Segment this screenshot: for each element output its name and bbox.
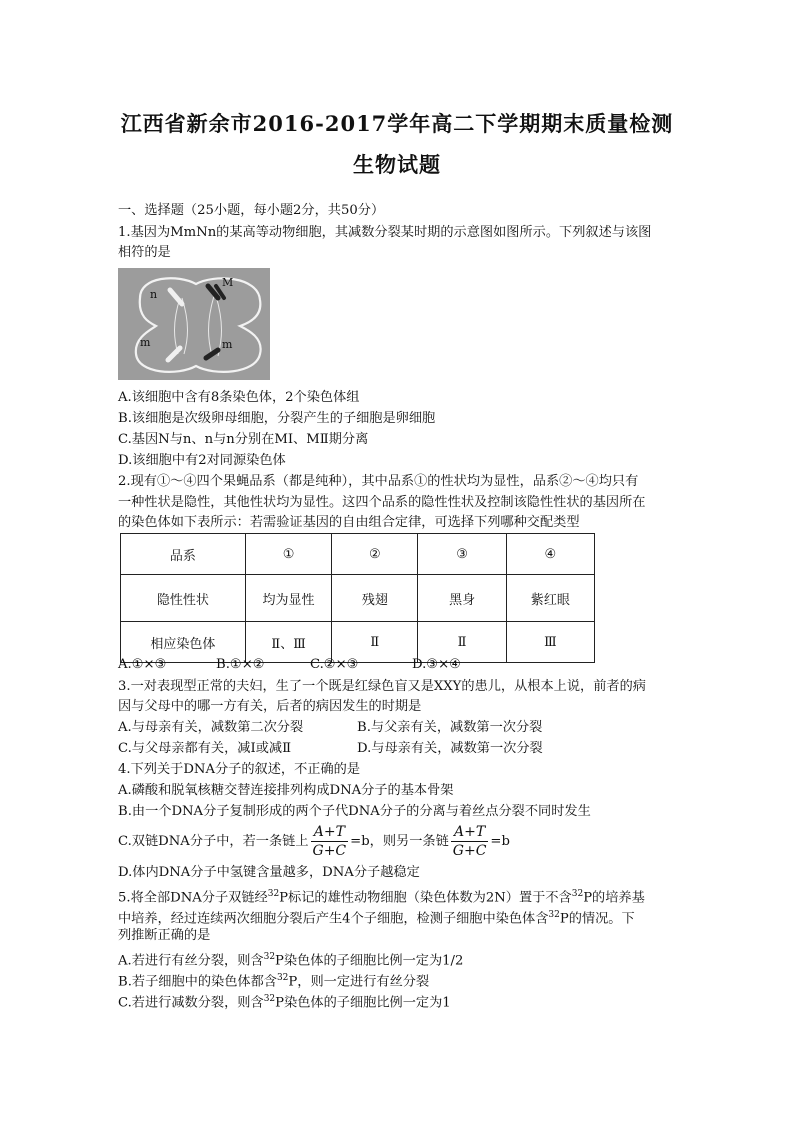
q5-text: P染色体的子细胞比例一定为1 [275,995,451,1011]
gene-label-M: M [222,276,234,289]
q1-stem-line-2: 相符的是 [118,245,171,260]
q5-text: P染色体的子细胞比例一定为1/2 [275,953,464,969]
q5-text: C.若进行减数分裂，则含 [118,995,264,1011]
fraction-denominator: G+C [312,843,347,859]
gene-label-n: n [150,288,158,301]
table-cell: 黑身 [418,575,506,622]
q4-option-c-text-1: C.双链DNA分子中，若一条链上 [118,834,309,849]
isotope-superscript: 32 [267,889,280,899]
q4-option-c-text-3: =b [490,834,510,849]
q4-option-d: D.体内DNA分子中氢键含量越多，DNA分子越稳定 [118,865,420,880]
table-cell: Ⅱ [418,622,506,663]
q1-stem-line-1: 1.基因为MmNn的某高等动物细胞，其减数分裂某时期的示意图如图所示。下列叙述与该图 [118,225,652,240]
table-cell: ④ [506,534,594,575]
q2-stem-line-1: 2.现有①～④四个果蝇品系（都是纯种），其中品系①的性状均为显性，品系②～④均只有 [118,474,639,489]
q3-option-d: D.与母亲有关，减数第一次分裂 [357,741,543,756]
q5-text: P标记的雄性动物细胞（染色体数为2N）置于不含 [279,890,572,906]
q5-text: P的情况。下 [559,911,635,927]
cell-division-figure [118,268,270,380]
isotope-superscript: 32 [571,889,584,899]
table-cell: ② [332,534,418,575]
table-row [121,534,595,575]
q3-stem-line-1: 3.一对表现型正常的夫妇，生了一个既是红绿色盲又是XXY的患儿，从根本上说，前者的病 [118,679,646,694]
table-row [121,575,595,622]
q1-option-d: D.该细胞中有2对同源染色体 [118,453,286,468]
q4-option-b: B.由一个DNA分子复制形成的两个子代DNA分子的分离与着丝点分裂不同时发生 [118,804,591,819]
q2-option-c: C.②×③ [310,657,359,672]
table-cell: 均为显性 [245,575,331,622]
q2-stem-line-3: 的染色体如下表所示：若需验证基因的自由组合定律，可选择下列哪种交配类型 [118,515,580,530]
gene-label-m-left: m [140,336,151,349]
q5-text: A.若进行有丝分裂，则含 [118,953,264,969]
page-title: 江西省新余市2016-2017学年高二下学期期末质量检测 [120,111,674,136]
table-cell: Ⅱ [332,622,418,663]
table-cell: 相应染色体 [121,622,246,663]
isotope-superscript: 32 [548,910,560,920]
fraction-at-over-gc [311,823,349,860]
q1-option-b: B.该细胞是次级卵母细胞，分裂产生的子细胞是卵细胞 [118,411,436,426]
q4-option-c-text-2: =b，则另一条链 [350,834,449,849]
q5-stem-line-3: 列推断正确的是 [118,928,211,943]
table-cell: 隐性性状 [121,575,246,622]
fraction-numerator: A+T [451,823,489,842]
fraction-denominator: G+C [452,843,487,859]
table-cell: 紫红眼 [506,575,594,622]
table-cell: 残翅 [332,575,418,622]
q2-stem-line-2: 一种性状是隐性，其他性状均为显性。这四个品系的隐性性状及控制该隐性性状的基因所在 [118,495,646,510]
q2-option-b: B.①×② [216,657,265,672]
q5-text: P，则一定进行有丝分裂 [288,974,430,990]
q2-option-a: A.①×③ [118,657,167,672]
table-cell: ① [245,534,331,575]
q3-option-c: C.与父母亲都有关，减Ⅰ或减Ⅱ [118,741,292,756]
q5-text: 中培养，经过连续两次细胞分裂后产生4个子细胞，检测子细胞中染色体含 [118,911,549,927]
isotope-superscript: 32 [263,952,276,962]
fraction-numerator: A+T [311,823,349,842]
q3-stem-line-2: 因与父母中的哪一方有关，后者的病因发生的时期是 [118,699,422,714]
table-cell: 品系 [121,534,246,575]
q4-stem: 4.下列关于DNA分子的叙述，不正确的是 [118,762,361,777]
gene-label-m-right: m [222,338,233,351]
q5-option-c [118,989,451,1013]
q2-option-d: D.③×④ [412,657,461,672]
q1-option-c: C.基因N与n、n与n分别在MⅠ、MⅡ期分离 [118,432,369,447]
fraction-at-over-gc-2 [451,823,489,860]
section-heading: 一、选择题（25小题，每小题2分，共50分） [118,203,385,218]
q3-option-b: B.与父亲有关，减数第一次分裂 [357,720,543,735]
isotope-superscript: 32 [276,973,289,983]
q5-text: 5.将全部DNA分子双链经 [118,890,268,906]
page-subtitle: 生物试题 [353,152,441,177]
table-cell: Ⅱ、Ⅲ [245,622,331,663]
q4-option-c [118,822,510,862]
isotope-superscript: 32 [263,994,276,1004]
q5-text: P的培养基 [583,890,645,906]
table-cell: ③ [418,534,506,575]
q4-option-a: A.磷酸和脱氧核糖交替连接排列构成DNA分子的基本骨架 [118,783,454,798]
cell-diagram [118,268,270,380]
q1-option-a: A.该细胞中含有8条染色体，2个染色体组 [118,390,360,405]
fruit-fly-strain-table [120,533,595,663]
q3-option-a: A.与母亲有关，减数第二次分裂 [118,720,304,735]
q5-text: B.若子细胞中的染色体都含 [118,974,277,990]
table-cell: Ⅲ [506,622,594,663]
